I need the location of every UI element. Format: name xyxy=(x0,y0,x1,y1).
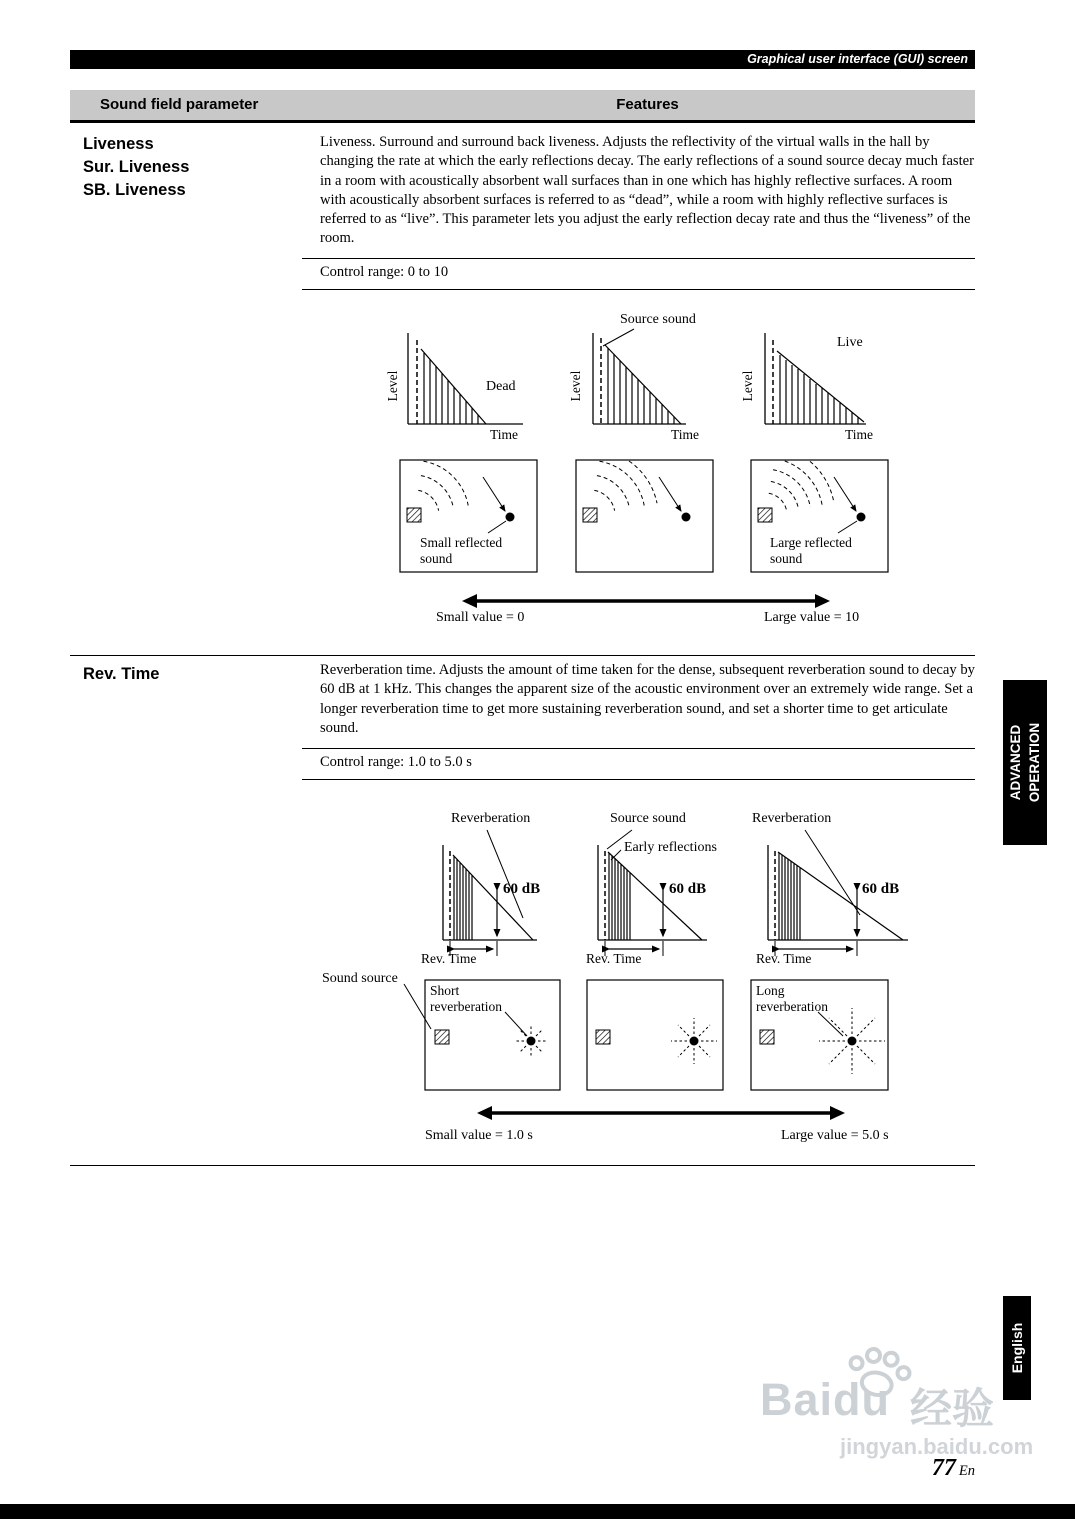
small-reflected-label: Small reflected sound xyxy=(420,535,503,566)
value-range-arrow xyxy=(462,594,830,608)
table-header xyxy=(70,90,975,123)
watermark-brand: Baidu xyxy=(760,1374,891,1425)
param-sur-liveness: Sur. Liveness xyxy=(83,158,190,176)
db60-label: 60 dB xyxy=(503,881,541,897)
listener-dot xyxy=(506,513,515,522)
reflection-arrow xyxy=(834,477,856,511)
rev-time-label: Rev. Time xyxy=(756,951,812,966)
reflection-arrow xyxy=(483,477,505,511)
room-box-mid-rev xyxy=(587,980,723,1090)
chart-long-rev xyxy=(768,845,908,956)
listener-dot xyxy=(690,1037,699,1046)
time-axis-label: Time xyxy=(845,427,874,442)
small-value-label: Small value = 1.0 s xyxy=(425,1128,533,1143)
chart-mid-rev xyxy=(598,845,707,956)
sound-wave-arcs xyxy=(769,461,834,511)
liveness-description: Liveness. Surround and surround back liveness. Adjusts the reflectivity of the virtual walls in the hall by changing the rate at which the early reflections decay. The early reflections of a sound source decay much faster in a room with acoustically absorbent wall surfaces than in one which has highly reflective surfaces. A room with acoustically absorbent surfaces is referred to as “dead”, while a room with highly reflective surfaces is referred to as “live”. This parameter lets you adjust the early reflection decay rate and thus the “liveness” of the room. xyxy=(320,134,974,247)
sound-wave-arcs xyxy=(594,461,657,511)
source-sound-label: Source sound xyxy=(610,811,686,826)
short-reverberation-label: Short reverberation xyxy=(430,983,502,1014)
footer-bar xyxy=(0,1504,1075,1519)
decay-bars xyxy=(608,348,674,424)
label-pointer xyxy=(488,521,506,533)
listener-dot xyxy=(527,1037,536,1046)
watermark-url: jingyan.baidu.com xyxy=(840,1434,1034,1459)
param-sb-liveness: SB. Liveness xyxy=(83,181,186,199)
rev-time-label: Rev. Time xyxy=(586,951,642,966)
speaker-icon xyxy=(596,1030,610,1044)
source-sound-pointer xyxy=(603,329,634,346)
level-axis-label: Level xyxy=(740,370,755,402)
label-pointer xyxy=(505,1012,527,1036)
tab-advanced-label: ADVANCED xyxy=(1008,724,1023,801)
decay-envelope xyxy=(777,351,864,422)
side-tab-advanced-operation xyxy=(1003,680,1047,845)
tab-english-label: English xyxy=(1009,1322,1025,1374)
revtime-description: Reverberation time. Adjusts the amount of time taken for the dense, subsequent reverberation sound to decay by 60 dB at 1 kHz. This changes the apparent size of the acoustic environment over an extremely wide range. Set a longer reverberation time to get more sustaining reverberation sound, and set a shorter time to get articulate sound. xyxy=(320,662,975,736)
value-range-arrow xyxy=(477,1106,845,1120)
speaker-icon xyxy=(760,1030,774,1044)
large-value-label: Large value = 10 xyxy=(764,610,860,625)
sound-wave-arcs xyxy=(418,461,468,511)
row-revtime-params xyxy=(83,663,159,686)
rule xyxy=(302,748,975,749)
page-number-suffix: En xyxy=(958,1463,975,1479)
speaker-icon xyxy=(583,508,597,522)
watermark-brand-cn: 经验 xyxy=(910,1385,995,1432)
large-reflected-label: Large reflected sound xyxy=(770,535,852,566)
early-reflection-bars xyxy=(779,853,800,940)
listener-dot xyxy=(682,513,691,522)
reflection-arrow xyxy=(659,477,681,511)
param-liveness: Liveness xyxy=(83,135,154,153)
reverberation-label: Reverberation xyxy=(451,811,531,826)
section-header-bar xyxy=(70,50,975,69)
db60-label: 60 dB xyxy=(862,881,900,897)
speaker-icon xyxy=(407,508,421,522)
small-value-label: Small value = 0 xyxy=(436,610,525,625)
page-number-value: 77 xyxy=(931,1455,956,1481)
label-pointer xyxy=(818,1012,843,1036)
rule xyxy=(302,258,975,259)
label-pointer xyxy=(838,521,857,533)
liveness-diagram xyxy=(320,298,975,640)
listener-dot xyxy=(857,513,866,522)
time-axis-label: Time xyxy=(671,427,700,442)
live-label: Live xyxy=(837,335,863,350)
dead-label: Dead xyxy=(486,379,516,394)
source-sound-label: Source sound xyxy=(620,312,696,327)
column-header-parameter: Sound field parameter xyxy=(100,96,259,113)
baidu-watermark xyxy=(750,1352,1034,1467)
level-axis-label: Level xyxy=(385,370,400,402)
level-axis-label: Level xyxy=(568,370,583,402)
early-reflection-bars xyxy=(454,856,472,940)
row-separator xyxy=(70,655,975,656)
column-header-features: Features xyxy=(616,96,679,113)
reverberation-label: Reverberation xyxy=(752,811,832,826)
time-axis-label: Time xyxy=(490,427,519,442)
param-rev-time: Rev. Time xyxy=(83,665,160,683)
rule xyxy=(302,289,975,290)
decay-bars xyxy=(424,353,478,424)
early-reflections-label: Early reflections xyxy=(624,840,717,855)
rev-time-label: Rev. Time xyxy=(421,951,477,966)
speaker-icon xyxy=(758,508,772,522)
room-box-mid xyxy=(576,460,713,572)
large-value-label: Large value = 5.0 s xyxy=(781,1128,889,1143)
liveness-control-range: Control range: 0 to 10 xyxy=(320,264,449,280)
listener-dot xyxy=(848,1037,857,1046)
chart-short-rev xyxy=(443,845,537,956)
tab-operation-label: OPERATION xyxy=(1027,722,1042,803)
chart-source xyxy=(593,329,686,424)
rule xyxy=(302,779,975,780)
speaker-icon xyxy=(435,1030,449,1044)
decay-envelope xyxy=(605,345,681,424)
row-liveness-params xyxy=(83,133,189,202)
db60-label: 60 dB xyxy=(669,881,707,897)
early-reflection-bars xyxy=(609,853,630,940)
decay-bars xyxy=(780,355,858,424)
sound-source-label: Sound source xyxy=(322,971,398,986)
revtime-control-range: Control range: 1.0 to 5.0 s xyxy=(320,754,472,770)
section-header-title: Graphical user interface (GUI) screen xyxy=(747,52,968,66)
long-reverberation-label: Long reverberation xyxy=(756,983,828,1014)
row-separator xyxy=(70,1165,975,1166)
